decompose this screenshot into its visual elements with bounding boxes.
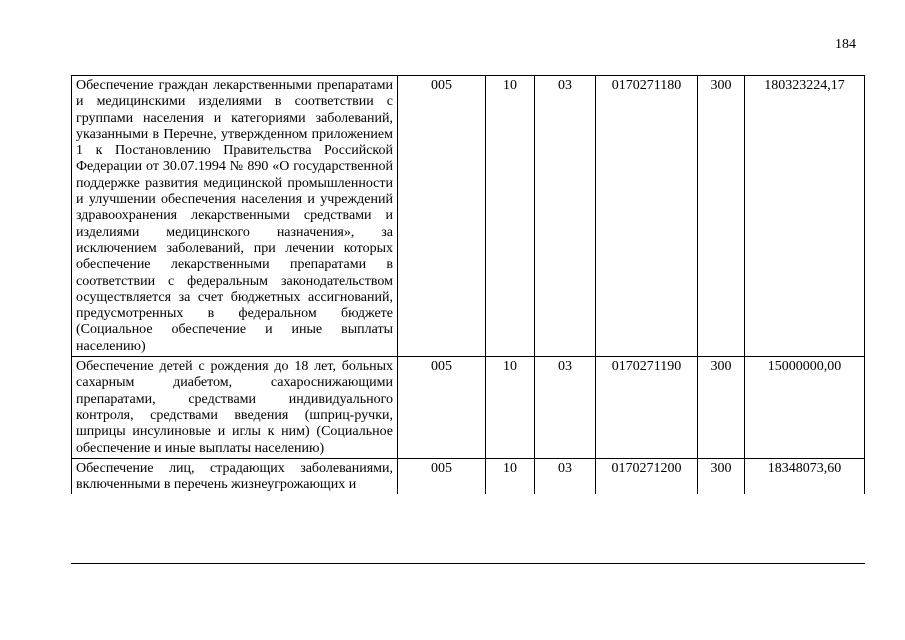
section-code: 10 (486, 357, 535, 459)
page-bottom-margin (60, 564, 880, 640)
ministry-code: 005 (398, 76, 486, 357)
row-description: Обеспечение граждан лекарственными препаратами и медицинскими изделиями в соответствии с группами населения и категориями заболеваний, указанными в Перечне, утвержденном приложением 1 к Постановлению Правительства Российской Федерации от 30.07.1994 № 890 «О государственной поддержке развития медицинской промышленности и улучшении обеспечения населения и учреждений здравоохранения лекарственными средствами и изделиями медицинского назначения», за исключением заболеваний, при лечении которых обеспечение лекарственными препаратами в соответствии с федеральным законодательством осуществляется за счет бюджетных ассигнований, предусмотренных в федеральном бюджете (Социальное обеспечение и иные выплаты населению) (72, 76, 398, 357)
row-description: Обеспечение лиц, страдающих заболеваниями, включенными в перечень жизнеугрожающих и (72, 458, 398, 494)
table-row (72, 76, 865, 357)
budget-table (71, 75, 865, 494)
amount: 18348073,60 (745, 458, 865, 494)
subsection-code: 03 (535, 357, 596, 459)
subsection-code: 03 (535, 76, 596, 357)
section-code: 10 (486, 458, 535, 494)
subsection-code: 03 (535, 458, 596, 494)
amount: 180323224,17 (745, 76, 865, 357)
table-row (72, 458, 865, 494)
ministry-code: 005 (398, 357, 486, 459)
amount: 15000000,00 (745, 357, 865, 459)
target-article-code: 0170271190 (596, 357, 698, 459)
expense-type-code: 300 (698, 357, 745, 459)
row-description: Обеспечение детей с рождения до 18 лет, больных сахарным диабетом, сахароснижающими препаратами, средствами индивидуального контроля, средствами введения (шприц-ручки, шприцы инсулиновые и иглы к ним) (Социальное обеспечение и иные выплаты населению) (72, 357, 398, 459)
page-number: 184 (835, 37, 856, 52)
table-row (72, 357, 865, 459)
target-article-code: 0170271200 (596, 458, 698, 494)
expense-type-code: 300 (698, 458, 745, 494)
target-article-code: 0170271180 (596, 76, 698, 357)
expense-type-code: 300 (698, 76, 745, 357)
ministry-code: 005 (398, 458, 486, 494)
section-code: 10 (486, 76, 535, 357)
